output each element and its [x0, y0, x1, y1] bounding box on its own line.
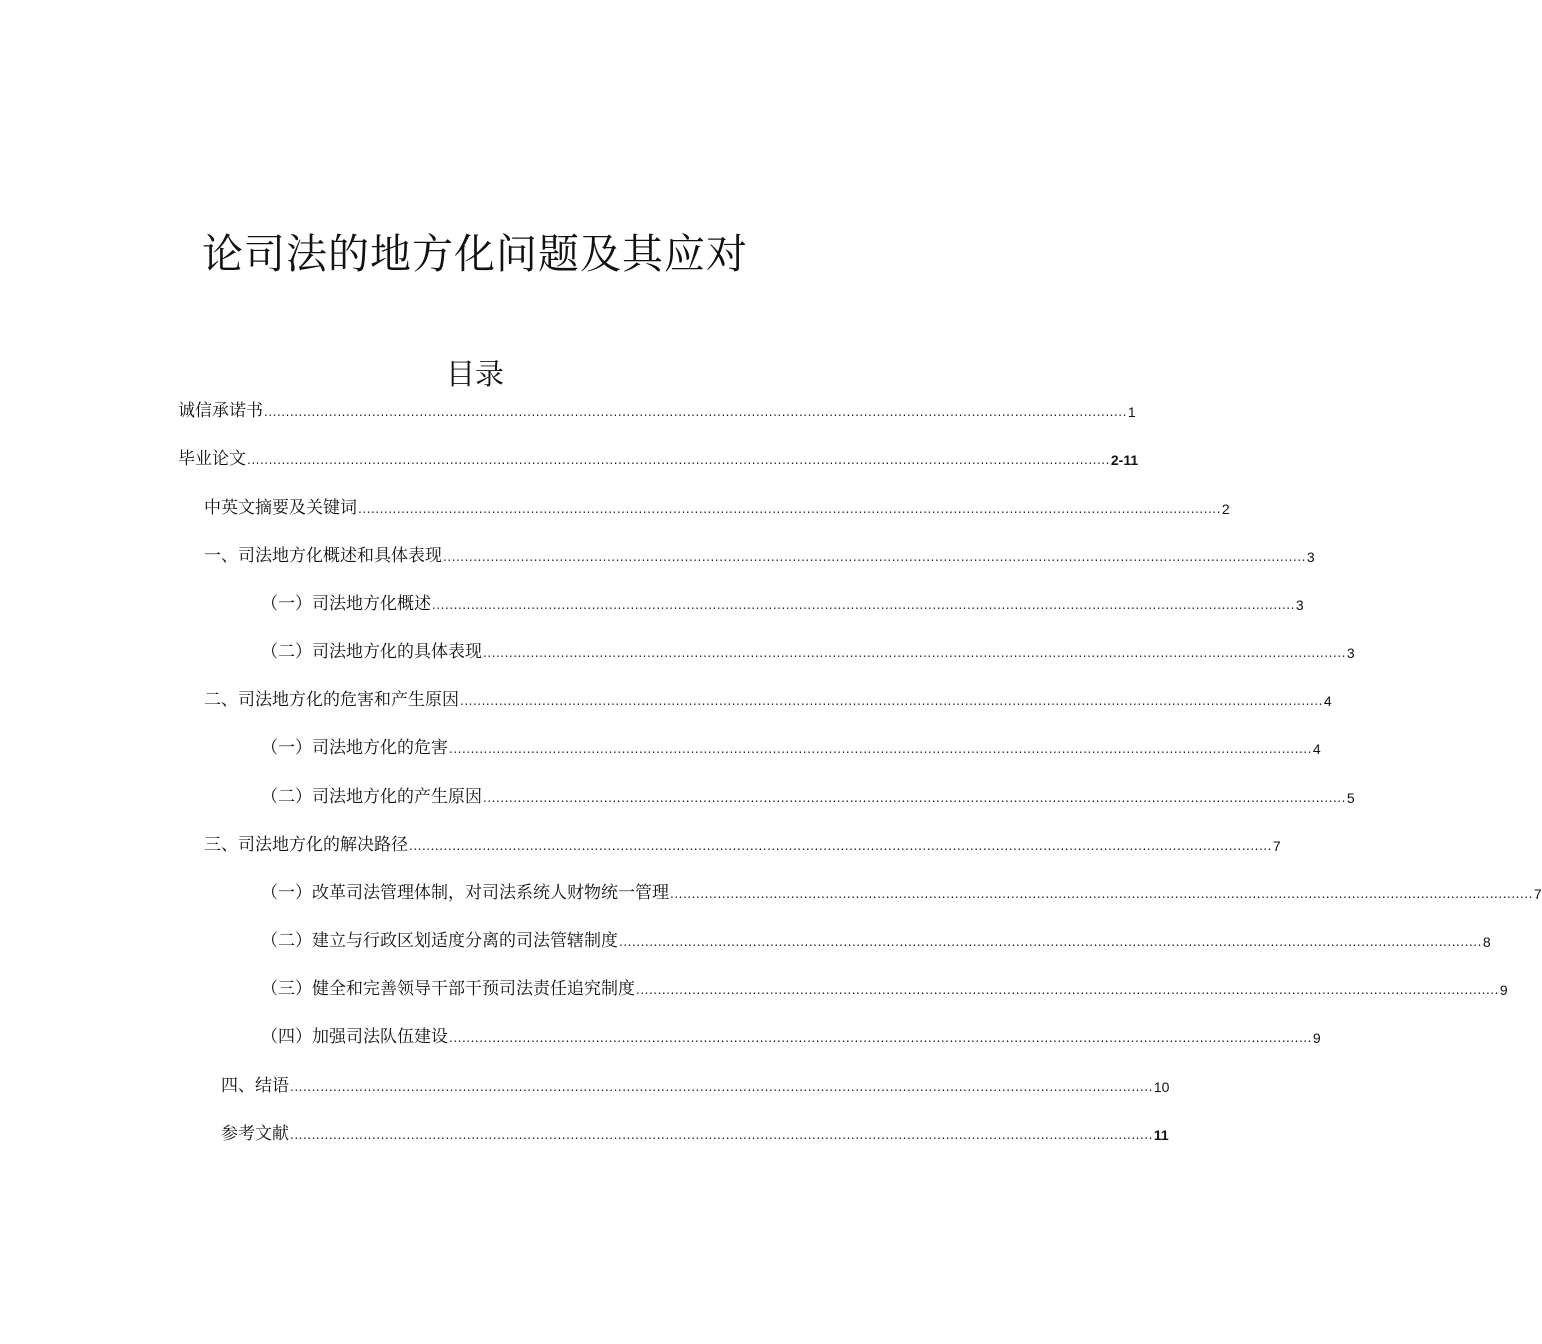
toc-leader-dots: ........................................................................................................................................................................................................ — [449, 1031, 1312, 1045]
toc-entry[interactable] — [261, 926, 1491, 952]
toc-entry-label: （一）司法地方化的危害 — [261, 738, 448, 758]
toc-entry-page: 3 — [1346, 645, 1355, 661]
toc-heading: 目录 — [445, 357, 504, 391]
toc-leader-dots: ........................................................................................................................................................................................................ — [358, 502, 1221, 516]
toc-entry[interactable] — [204, 493, 1230, 519]
toc-leader-dots: ........................................................................................................................................................................................................ — [483, 791, 1346, 805]
toc-entry[interactable] — [261, 782, 1355, 808]
toc-entry-label: 三、司法地方化的解决路径 — [204, 835, 408, 855]
toc-entry-page: 4 — [1323, 693, 1332, 709]
toc-entry[interactable] — [204, 830, 1281, 856]
toc-entry-label: 参考文献 — [221, 1124, 289, 1144]
toc-entry[interactable] — [204, 541, 1315, 567]
toc-entry[interactable] — [261, 878, 1542, 904]
toc-entry-page: 11 — [1153, 1127, 1169, 1143]
toc-entry-page: 7 — [1272, 838, 1281, 854]
toc-leader-dots: ........................................................................................................................................................................................................ — [290, 1128, 1153, 1142]
toc-leader-dots: ........................................................................................................................................................................................................ — [460, 694, 1323, 708]
toc-entry-label: 四、结语 — [221, 1076, 289, 1096]
toc-entry-label: 诚信承诺书 — [178, 401, 263, 421]
toc-entry-label: （二）司法地方化的产生原因 — [261, 787, 482, 807]
toc-leader-dots: ........................................................................................................................................................................................................ — [432, 598, 1295, 612]
toc-entry[interactable] — [204, 685, 1332, 711]
toc-entry[interactable] — [261, 589, 1304, 615]
toc-leader-dots: ........................................................................................................................................................................................................ — [247, 453, 1110, 467]
toc-entry[interactable] — [178, 444, 1139, 470]
toc-entry[interactable] — [261, 637, 1355, 663]
toc-entry-label: （二）司法地方化的具体表现 — [261, 642, 482, 662]
toc-entry-page: 7 — [1533, 886, 1542, 902]
toc-entry[interactable] — [221, 1071, 1170, 1097]
toc-entry-page: 2 — [1221, 501, 1230, 517]
toc-entry-page: 5 — [1346, 790, 1355, 806]
toc-entry-label: （二）建立与行政区划适度分离的司法管辖制度 — [261, 931, 618, 951]
toc-leader-dots: ........................................................................................................................................................................................................ — [409, 839, 1272, 853]
toc-entry-label: （三）健全和完善领导干部干预司法责任追究制度 — [261, 979, 635, 999]
toc-entry-page: 9 — [1499, 982, 1508, 998]
toc-entry-label: （一）改革司法管理体制，对司法系统人财物统一管理 — [261, 883, 669, 903]
toc-leader-dots: ........................................................................................................................................................................................................ — [483, 646, 1346, 660]
toc-entry-page: 10 — [1153, 1079, 1170, 1095]
toc-entry[interactable] — [261, 733, 1321, 759]
toc-entry-label: 二、司法地方化的危害和产生原因 — [204, 690, 459, 710]
toc-leader-dots: ........................................................................................................................................................................................................ — [443, 550, 1306, 564]
toc-leader-dots: ........................................................................................................................................................................................................ — [290, 1080, 1153, 1094]
toc-entry[interactable] — [261, 1022, 1321, 1048]
toc-entry-page: 1 — [1127, 404, 1136, 420]
toc-leader-dots: ........................................................................................................................................................................................................ — [670, 887, 1533, 901]
toc-entry-page: 9 — [1312, 1030, 1321, 1046]
toc-leader-dots: ........................................................................................................................................................................................................ — [636, 983, 1499, 997]
toc-entry-page: 4 — [1312, 741, 1321, 757]
toc-entry-label: （一）司法地方化概述 — [261, 594, 431, 614]
toc-entry-page: 2-11 — [1110, 452, 1139, 468]
toc-entry[interactable] — [178, 396, 1136, 422]
toc-entry[interactable] — [221, 1119, 1169, 1145]
toc-leader-dots: ........................................................................................................................................................................................................ — [449, 742, 1312, 756]
toc-entry[interactable] — [261, 974, 1508, 1000]
toc-entry-page: 3 — [1295, 597, 1304, 613]
toc-entry-page: 8 — [1482, 934, 1491, 950]
toc-leader-dots: ........................................................................................................................................................................................................ — [264, 405, 1127, 419]
toc-entry-page: 3 — [1306, 549, 1315, 565]
toc-leader-dots: ........................................................................................................................................................................................................ — [619, 935, 1482, 949]
toc-entry-label: （四）加强司法队伍建设 — [261, 1027, 448, 1047]
toc-entry-label: 中英文摘要及关键词 — [204, 498, 357, 518]
document-title: 论司法的地方化问题及其应对 — [202, 230, 748, 278]
toc-entry-label: 毕业论文 — [178, 449, 246, 469]
toc-entry-label: 一、司法地方化概述和具体表现 — [204, 546, 442, 566]
